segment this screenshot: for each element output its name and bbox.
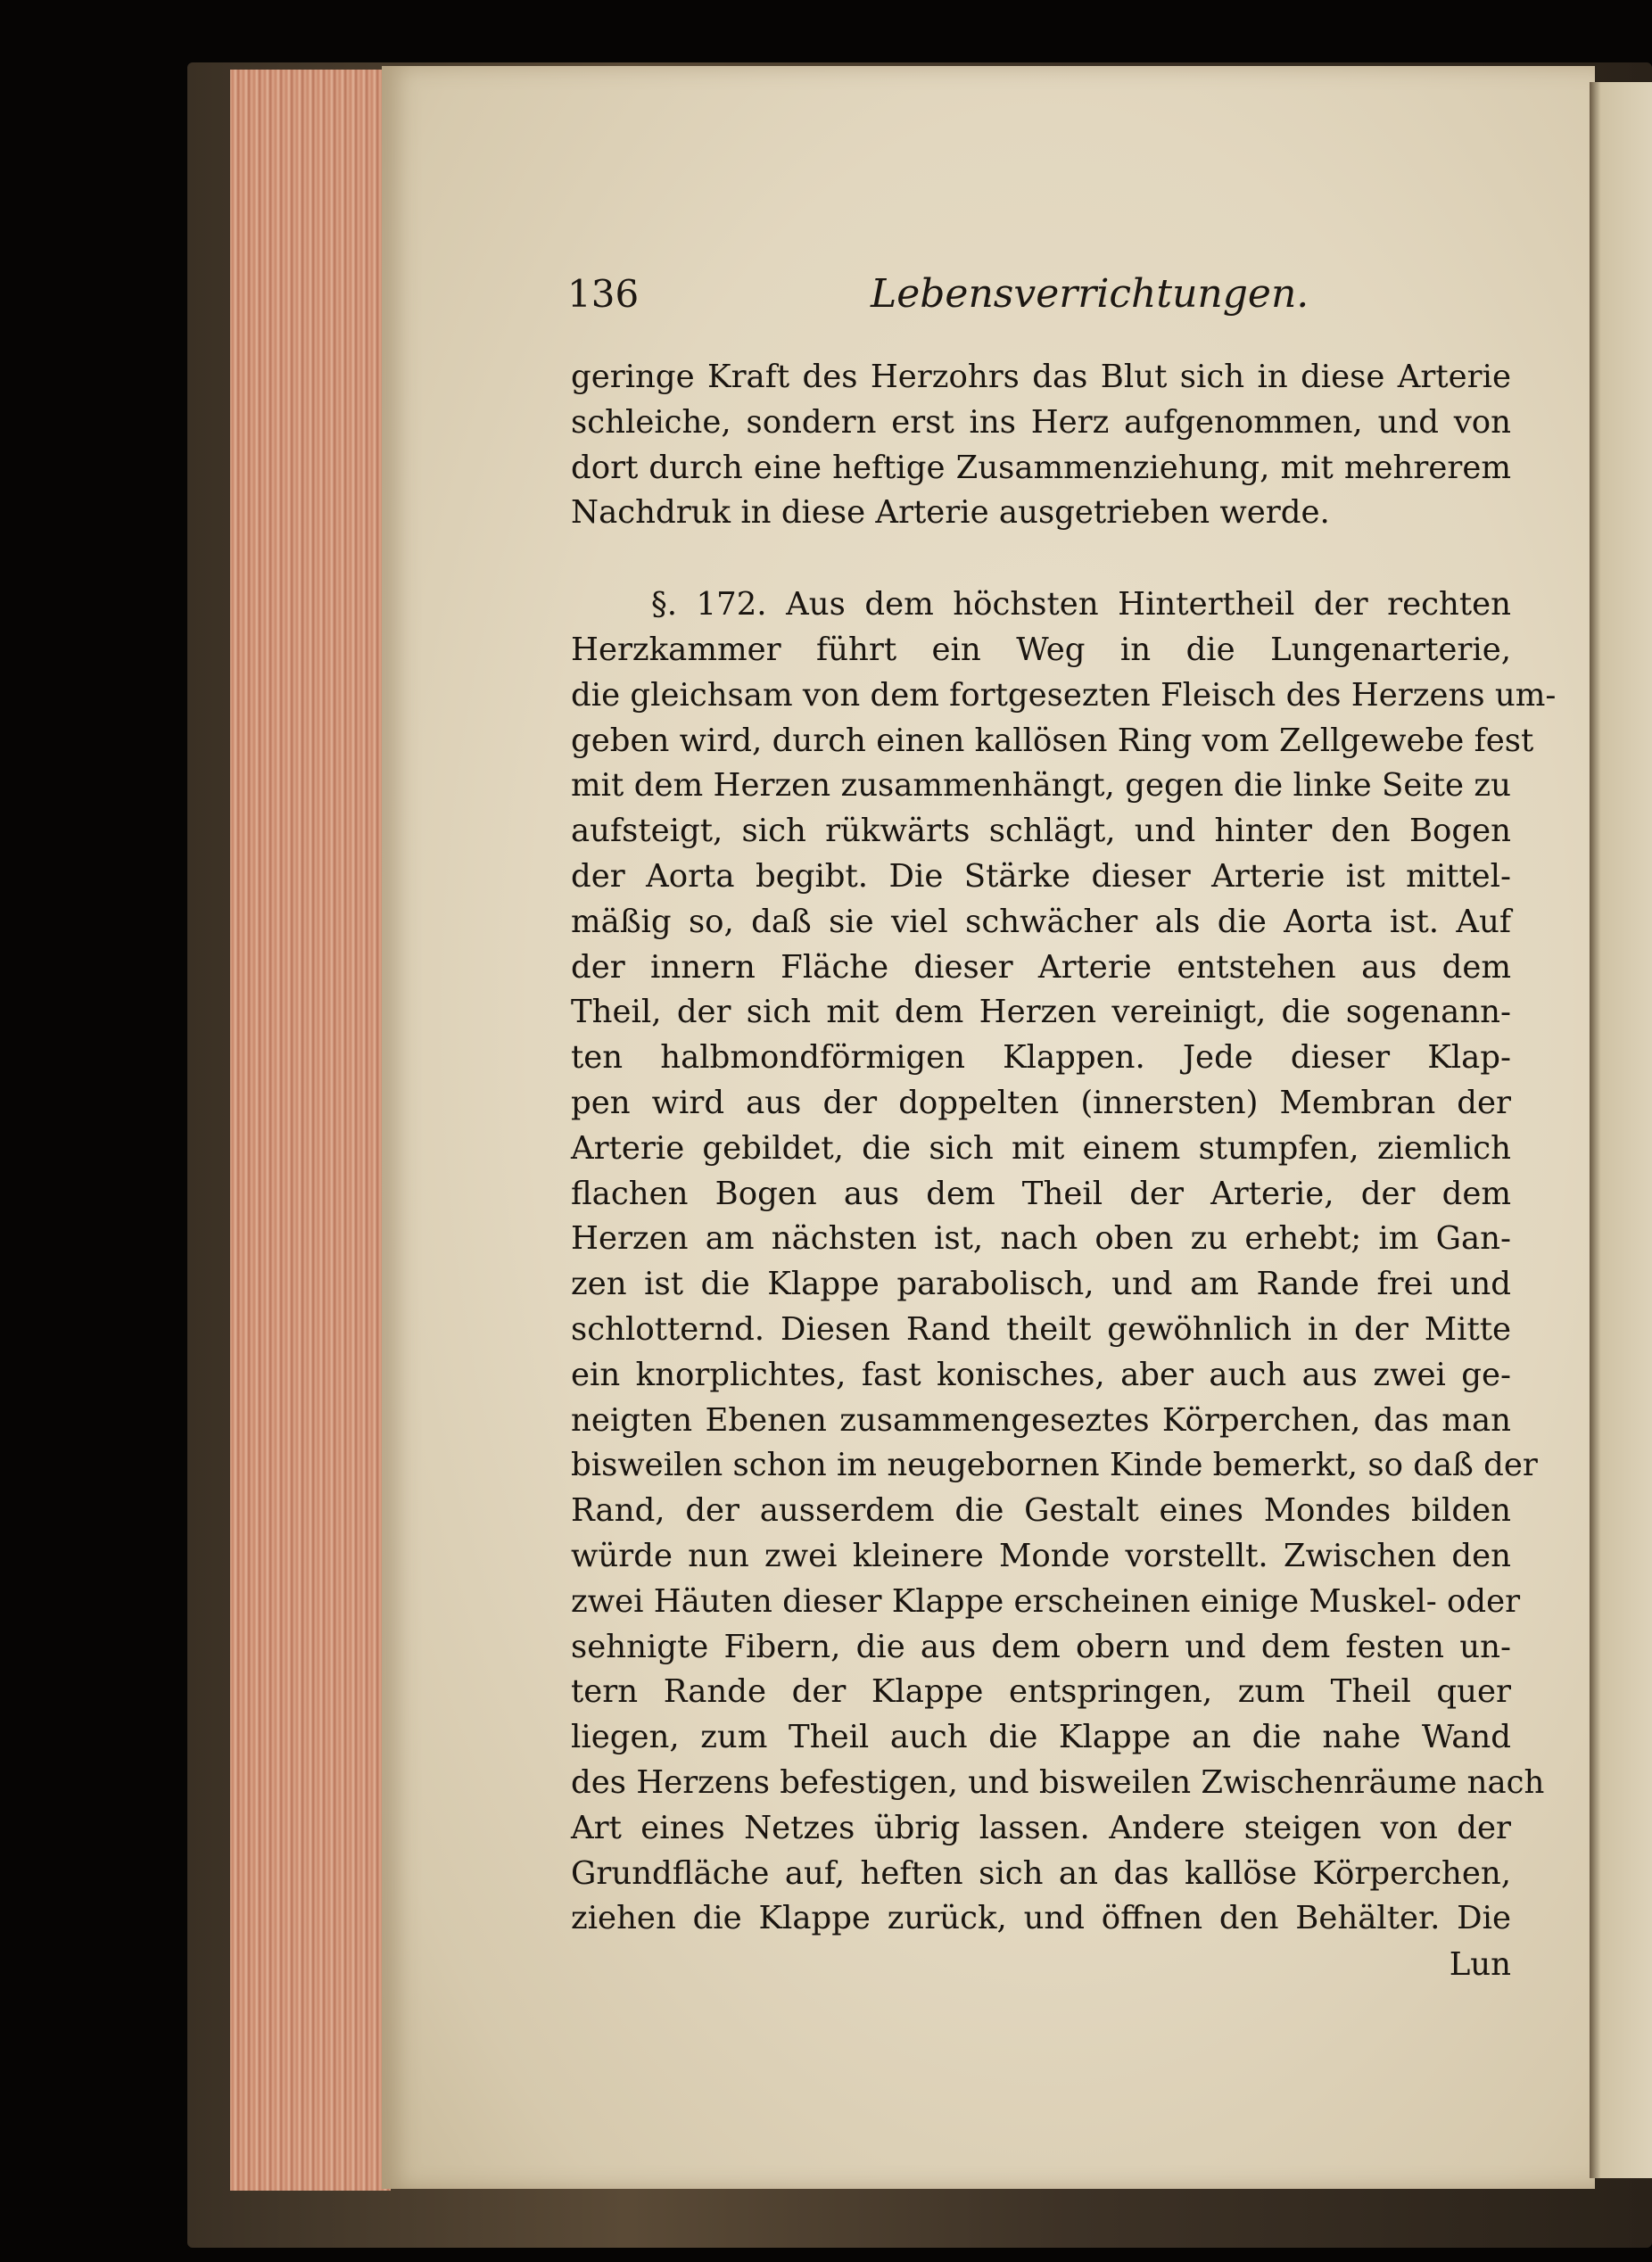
text-line: Theil, der sich mit dem Herzen vereinigt, die sogenann-	[571, 994, 1511, 1031]
text-line: §. 172. Aus dem höchsten Hintertheil der rechten	[651, 586, 1511, 623]
text-line: mäßig so, daß sie viel schwächer als die Aorta ist. Auf	[571, 903, 1511, 940]
text-line: der innern Fläche dieser Arterie entstehen aus dem	[571, 948, 1511, 986]
text-line: geringe Kraft des Herzohrs das Blut sich in diese Arterie	[571, 359, 1511, 395]
text-line: zen ist die Klappe parabolisch, und am Rande frei und	[571, 1266, 1511, 1303]
text-line: sehnigte Fibern, die aus dem obern und dem festen un-	[571, 1628, 1511, 1665]
text-line: mit dem Herzen zusammenhängt, gegen die linke Seite zu	[571, 767, 1511, 805]
text-line: liegen, zum Theil auch die Klappe an die nahe Wand	[571, 1719, 1511, 1756]
text-line: Nachdruk in diese Arterie ausgetrieben werde.	[571, 494, 1330, 532]
text-line: pen wird aus der doppelten (innersten) Membran der	[571, 1084, 1511, 1121]
running-head: Lebensverrichtungen.	[871, 271, 1309, 317]
facing-page-edge	[1590, 82, 1652, 2178]
text-line: zwei Häuten dieser Klappe erscheinen einige Muskel- oder	[571, 1582, 1521, 1620]
text-line: des Herzens befestigen, und bisweilen Zwischenräume nach	[571, 1763, 1545, 1801]
paragraph	[571, 582, 1557, 1942]
body-text	[571, 355, 1557, 1988]
page-edges	[230, 70, 391, 2191]
text-line: tern Rande der Klappe entspringen, zum Theil quer	[571, 1673, 1511, 1711]
catchword: Lun	[1449, 1946, 1511, 1984]
text-line: ziehen die Klappe zurück, und öffnen den Behälter. Die	[571, 1900, 1511, 1937]
text-line: geben wird, durch einen kallösen Ring vom Zellgewebe fest	[571, 722, 1534, 759]
text-line: schleiche, sondern erst ins Herz aufgenommen, und von	[571, 403, 1511, 441]
text-line: aufsteigt, sich rükwärts schlägt, und hinter den Bogen	[571, 813, 1511, 850]
text-line: ten halbmondförmigen Klappen. Jede dieser Klap-	[571, 1039, 1511, 1077]
text-line: ein knorplichtes, fast konisches, aber auch aus zwei ge-	[571, 1356, 1511, 1393]
text-line: würde nun zwei kleinere Monde vorstellt. Zwischen den	[571, 1537, 1511, 1574]
text-line: die gleichsam von dem fortgesezten Fleisch des Herzens um-	[571, 676, 1557, 714]
text-line: schlotternd. Diesen Rand theilt gewöhnlich in der Mitte	[571, 1310, 1511, 1348]
page-number: 136	[567, 272, 640, 316]
text-line: Arterie gebildet, die sich mit einem stumpfen, ziemlich	[571, 1129, 1511, 1167]
paragraph	[571, 355, 1511, 536]
page-header	[567, 268, 1513, 321]
text-line: Art eines Netzes übrig lassen. Andere steigen von der	[571, 1809, 1511, 1846]
paragraph-gap	[571, 536, 1511, 582]
text-line: bisweilen schon im neugebornen Kinde bemerkt, so daß der	[571, 1447, 1538, 1484]
text-line: Rand, der ausserdem die Gestalt eines Mondes bilden	[571, 1492, 1511, 1530]
text-line: der Aorta begibt. Die Stärke dieser Arterie ist mittel-	[571, 857, 1511, 895]
text-line: Herzen am nächsten ist, nach oben zu erhebt; im Gan-	[571, 1220, 1511, 1258]
text-line: Herzkammer führt ein Weg in die Lungenarterie,	[571, 631, 1511, 668]
text-line: flachen Bogen aus dem Theil der Arterie, der dem	[571, 1175, 1511, 1212]
text-line: Grundfläche auf, heften sich an das kallöse Körperchen,	[571, 1854, 1511, 1892]
text-line: dort durch eine heftige Zusammenziehung, mit mehrerem	[571, 449, 1511, 486]
text-line: neigten Ebenen zusammengeseztes Körperchen, das man	[571, 1401, 1511, 1439]
